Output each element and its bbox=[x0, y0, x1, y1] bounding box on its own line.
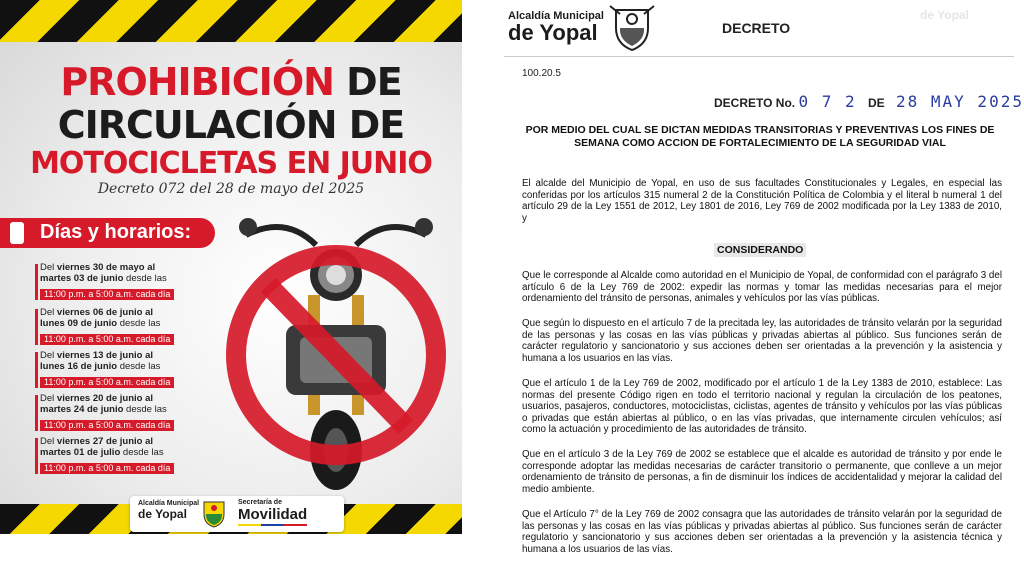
schedule-hours: 11:00 p.m. a 5:00 a.m. cada día bbox=[40, 377, 174, 388]
considerando-paragraph: Que el Artículo 7° de la Ley 769 de 2002 consagra que las autoridades de tránsito velarán por la seguridad de las personas y las cosas en las vías públicas y privadas abiertas al público. Sus funciones serán de carácter regulatorio y sancionatorio y sus acciones deben ser orientadas a la prevención y la asistencia técnica y humana a los usuarios de las vías. bbox=[522, 509, 1002, 555]
considerando-paragraph: Que según lo dispuesto en el artículo 7 de la precitada ley, las autoridades de tránsito velarán por la seguridad de las personas y las cosas en las vías públicas y privadas abiertas al público. Sus funciones serán de carácter regulatorio y sancionatorio y sus acciones deben ser orientadas a la prevención y la asistencia y humana a los usuarios en las vías. bbox=[522, 318, 1002, 364]
schedule-bar bbox=[35, 438, 38, 474]
alcaldia-logo: Alcaldía Municipal de Yopal bbox=[138, 500, 200, 521]
title-de: DE bbox=[346, 60, 402, 104]
schedule-hours: 11:00 p.m. a 5:00 a.m. cada día bbox=[40, 289, 174, 300]
schedule-hours: 11:00 p.m. a 5:00 a.m. cada día bbox=[40, 463, 174, 474]
considerando-paragraph: Que en el artículo 3 de la Ley 769 de 2002 se establece que el alcalde es autoridad de tránsito y por ende le corresponde adoptar las medidas necesarias de carácter transitorio o permanente, que conlleve a un mejor ordenamiento de tránsito de personas, a fin de disminuir los índices de accidentalidad y mejorar la calidad del medio ambiente. bbox=[522, 449, 1002, 495]
doc-code: 100.20.5 bbox=[522, 68, 561, 79]
decree-number-line: DECRETO No. 0 7 2 DE 28 MAY 2025 bbox=[714, 92, 1024, 111]
decree-date: 28 MAY 2025 bbox=[896, 92, 1024, 111]
banner-cap bbox=[10, 222, 24, 244]
hazard-stripes-top bbox=[0, 0, 462, 42]
yopal-coat-of-arms-icon bbox=[606, 2, 658, 54]
schedule-bar bbox=[35, 395, 38, 431]
schedule-item: Del viernes 27 de junio al martes 01 de julio desde las 11:00 p.m. a 5:00 a.m. cada día bbox=[40, 436, 210, 476]
yopal-shield-icon bbox=[202, 500, 226, 528]
schedule-item: Del viernes 13 de junio al lunes 16 de junio desde las 11:00 p.m. a 5:00 a.m. cada día bbox=[40, 350, 210, 390]
secretaria-movilidad-logo: Secretaría de Movilidad bbox=[238, 499, 307, 526]
considerando-paragraph: Que le corresponde al Alcalde como autoridad en el Municipio de Yopal, de conformidad con el parágrafo 3 del artículo 6 de la Ley 769 de 2002: expedir las normas y tomar las medidas necesarias para el mejor ordenamiento del tránsito de personas, animales y vehículos por las vías públicas. bbox=[522, 270, 1002, 304]
schedule-item: Del viernes 30 de mayo al martes 03 de junio desde las 11:00 p.m. a 5:00 a.m. cada día bbox=[40, 262, 210, 302]
decree-number: 0 7 2 bbox=[798, 92, 857, 111]
schedule-hours: 11:00 p.m. a 5:00 a.m. cada día bbox=[40, 334, 174, 345]
header-divider bbox=[504, 56, 1014, 57]
considerando-paragraph: Que el artículo 1 de la Ley 769 de 2002, modificado por el artículo 1 de la Ley 1383 de 2010, establece: Las normas del presente Código rigen en todo el territorio nacional y regulan la circulación de los peatones, usuarios, pasajeros, conductores, motociclistas, ciclistas, agentes de tránsito y vehículos por las vías públicas o privadas que están abiertas al público, o en las vías privadas, que internamente circulen vehículos; así como la actuación y procedimiento de las autoridades de tránsito. bbox=[522, 378, 1002, 435]
poster-title-line-2: CIRCULACIÓN DE bbox=[57, 103, 405, 147]
decree-heading: POR MEDIO DEL CUAL SE DICTAN MEDIDAS TRANSITORIAS Y PREVENTIVAS LOS FINES DE SEMANA COMO ACCION DE FORTALECIMIENTO DE LA SEGURIDAD VIAL bbox=[525, 124, 995, 149]
poster-title-line-1 bbox=[0, 60, 462, 104]
prohibited-motorcycle-icon bbox=[226, 205, 446, 495]
dias-horarios-banner: Días y horarios: bbox=[0, 218, 215, 248]
decree-document bbox=[490, 0, 1024, 568]
decree-intro: El alcalde del Municipio de Yopal, en uso de sus facultades Constitucionales y Legales, en especial las conferidas por los artículos 315 numeral 2 de la Constitución Política de Colombia y el literal b numeral 1 del artículo 29 de la Ley 1551 de 2012, Ley 1801 de 2016, Ley 769 de 2002 modificada por la Ley 1383 de 2010, y bbox=[522, 178, 1002, 224]
motorcycle-ban-poster bbox=[0, 0, 462, 534]
poster-title-line-3: MOTOCICLETAS EN JUNIO bbox=[30, 146, 432, 181]
schedule-item: Del viernes 06 de junio al lunes 09 de junio desde las 11:00 p.m. a 5:00 a.m. cada día bbox=[40, 307, 210, 347]
doc-kind: DECRETO bbox=[722, 20, 791, 36]
poster-logos bbox=[130, 496, 344, 532]
doc-faint-header: de Yopal bbox=[920, 8, 969, 22]
doc-alcaldia-header: Alcaldía Municipal de Yopal bbox=[508, 10, 604, 45]
schedule-bar bbox=[35, 309, 38, 345]
poster-decree-subtitle: Decreto 072 del 28 de mayo del 2025 bbox=[97, 181, 365, 197]
considerando-heading: CONSIDERANDO bbox=[714, 243, 806, 257]
schedule-bar bbox=[35, 264, 38, 300]
schedule-bar bbox=[35, 352, 38, 388]
schedule-hours: 11:00 p.m. a 5:00 a.m. cada día bbox=[40, 420, 174, 431]
schedule-item: Del viernes 20 de junio al martes 24 de junio desde las 11:00 p.m. a 5:00 a.m. cada día bbox=[40, 393, 210, 433]
title-prohibicion: PROHIBICIÓN bbox=[60, 60, 334, 104]
